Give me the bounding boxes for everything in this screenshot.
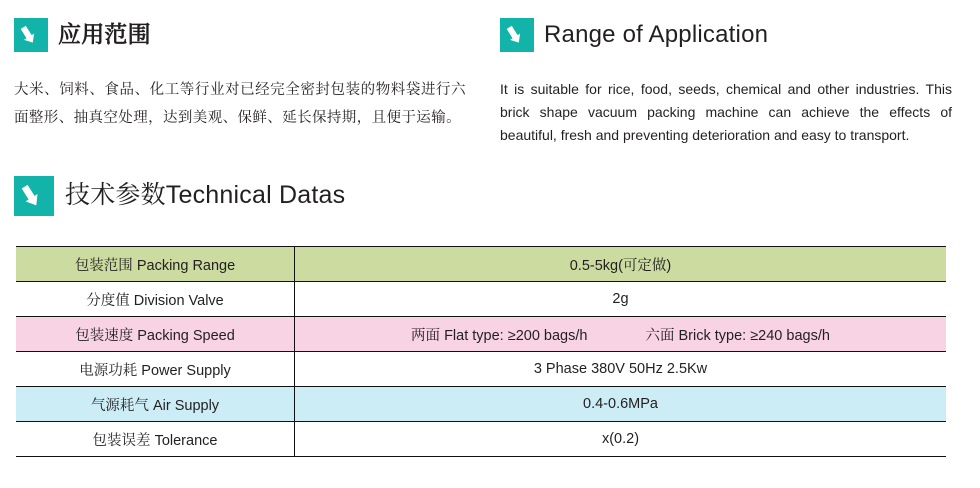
table-row xyxy=(16,352,946,387)
spec-label: 气源耗气 Air Supply xyxy=(16,387,295,422)
spec-table-wrapper xyxy=(16,246,946,457)
range-of-application-cn-block xyxy=(14,18,466,132)
spec-label: 包装范围 Packing Range xyxy=(16,247,295,282)
spec-value: 3 Phase 380V 50Hz 2.5Kw xyxy=(295,352,947,387)
table-row xyxy=(16,247,946,282)
spec-label: 分度值 Division Valve xyxy=(16,282,295,317)
table-row xyxy=(16,422,946,457)
spec-label: 包装误差 Tolerance xyxy=(16,422,295,457)
paragraph-en: It is suitable for rice, food, seeds, chemical and other industries. This brick shape vacuum packing machine can achieve the effects of beautiful, fresh and preventing deterioration and easy to transport. xyxy=(500,81,952,143)
spec-value-flat: 两面 Flat type: ≥200 bags/h xyxy=(411,327,588,344)
spec-value: 0.5-5kg(可定做) xyxy=(295,247,947,282)
table-row xyxy=(16,387,946,422)
heading-cn-label: 应用范围 xyxy=(58,21,151,48)
down-right-arrow-icon xyxy=(14,18,48,52)
down-right-arrow-icon xyxy=(500,18,534,52)
spec-value: 0.4-0.6MPa xyxy=(295,387,947,422)
spec-value-brick: 六面 Brick type: ≥240 bags/h xyxy=(645,327,830,344)
spec-label: 电源功耗 Power Supply xyxy=(16,352,295,387)
spec-value: x(0.2) xyxy=(295,422,947,457)
technical-datas-label: 技术参数Technical Datas xyxy=(65,181,346,210)
heading-cn xyxy=(14,18,466,52)
spec-table xyxy=(16,246,946,457)
technical-datas-heading xyxy=(14,176,345,216)
range-of-application-en-block xyxy=(500,18,952,147)
spec-value: 2g xyxy=(295,282,947,317)
table-row xyxy=(16,282,946,317)
spec-value xyxy=(295,317,947,352)
paragraph-cn: 大米、饲料、食品、化工等行业对已经完全密封包装的物料袋进行六面整形、抽真空处理，达到美观、保鲜、延长保持期，且便于运输。 xyxy=(14,82,466,126)
table-row xyxy=(16,317,946,352)
spec-label: 包装速度 Packing Speed xyxy=(16,317,295,352)
heading-en xyxy=(500,18,952,52)
down-right-arrow-icon xyxy=(14,176,54,216)
heading-en-label: Range of Application xyxy=(544,20,769,48)
